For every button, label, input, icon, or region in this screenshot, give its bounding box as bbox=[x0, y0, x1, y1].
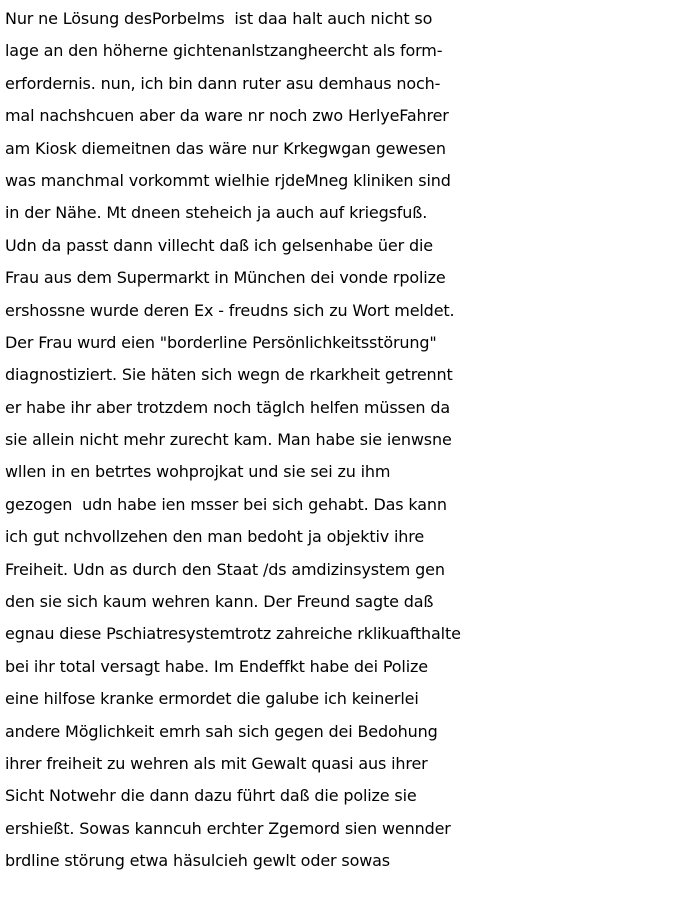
text-line-22: eine hilfose kranke ermordet die galube ich keinerlei bbox=[5, 689, 419, 709]
text-line-4: mal nachshcuen aber da ware nr noch zwo HerlyeFahrer bbox=[5, 106, 449, 126]
text-line-6: was manchmal vorkommt wielhie rjdeMneg kliniken sind bbox=[5, 170, 451, 190]
text-line-7: in der Nähe. Mt dneen steheich ja auch auf kriegsfuß. bbox=[5, 203, 428, 223]
text-line-16: gezogen udn habe ien msser bei sich gehabt. Das kann bbox=[5, 494, 447, 514]
text-line-13: er habe ihr aber trotzdem noch täglch helfen müssen da bbox=[5, 397, 451, 417]
text-line-15: wllen in en betrtes wohprojkat und sie sei zu ihm bbox=[5, 462, 391, 482]
text-line-17: ich gut nchvollzehen den man bedoht ja objektiv ihre bbox=[5, 527, 425, 547]
text-line-3: erfordernis. nun, ich bin dann ruter asu demhaus noch- bbox=[5, 73, 441, 93]
text-line-9: Frau aus dem Supermarkt in München dei vonde rpolize bbox=[5, 268, 446, 288]
text-line-27: brdline störung etwa häsulcieh gewlt oder sowas bbox=[5, 851, 390, 871]
text-line-26: ershießt. Sowas kanncuh erchter Zgemord sien wennder bbox=[5, 818, 451, 838]
text-line-14: sie allein nicht mehr zurecht kam. Man habe sie ienwsne bbox=[5, 430, 452, 450]
text-line-2: lage an den höherne gichtenanlstzangheercht als form- bbox=[5, 41, 443, 61]
text-line-21: bei ihr total versagt habe. Im Endeffkt habe dei Polize bbox=[5, 656, 428, 676]
text-line-5: am Kiosk diemeitnen das wäre nur Krkegwgan gewesen bbox=[5, 138, 446, 158]
text-line-12: diagnostiziert. Sie häten sich wegn de rkarkheit getrennt bbox=[5, 365, 453, 385]
text-line-11: Der Frau wurd eien "borderline Persönlichkeitsstörung" bbox=[5, 332, 437, 352]
text-line-23: andere Möglichkeit emrh sah sich gegen dei Bedohung bbox=[5, 721, 438, 741]
text-line-25: Sicht Notwehr die dann dazu führt daß die polize sie bbox=[5, 786, 417, 806]
text-line-18: Freiheit. Udn as durch den Staat /ds amdizinsystem gen bbox=[5, 559, 445, 579]
text-line-24: ihrer freiheit zu wehren als mit Gewalt quasi aus ihrer bbox=[5, 753, 428, 773]
text-line-1: Nur ne Lösung desPorbelms ist daa halt auch nicht so bbox=[5, 9, 433, 28]
text-line-20: egnau diese Pschiatresystemtrotz zahreiche rklikuafthalte bbox=[5, 624, 461, 644]
text-line-19: den sie sich kaum wehren kann. Der Freund sagte daß bbox=[5, 592, 434, 612]
text-line-8: Udn da passt dann villecht daß ich gelsenhabe üer die bbox=[5, 235, 433, 255]
text-line-10: ershossne wurde deren Ex - freudns sich zu Wort meldet. bbox=[5, 300, 455, 320]
